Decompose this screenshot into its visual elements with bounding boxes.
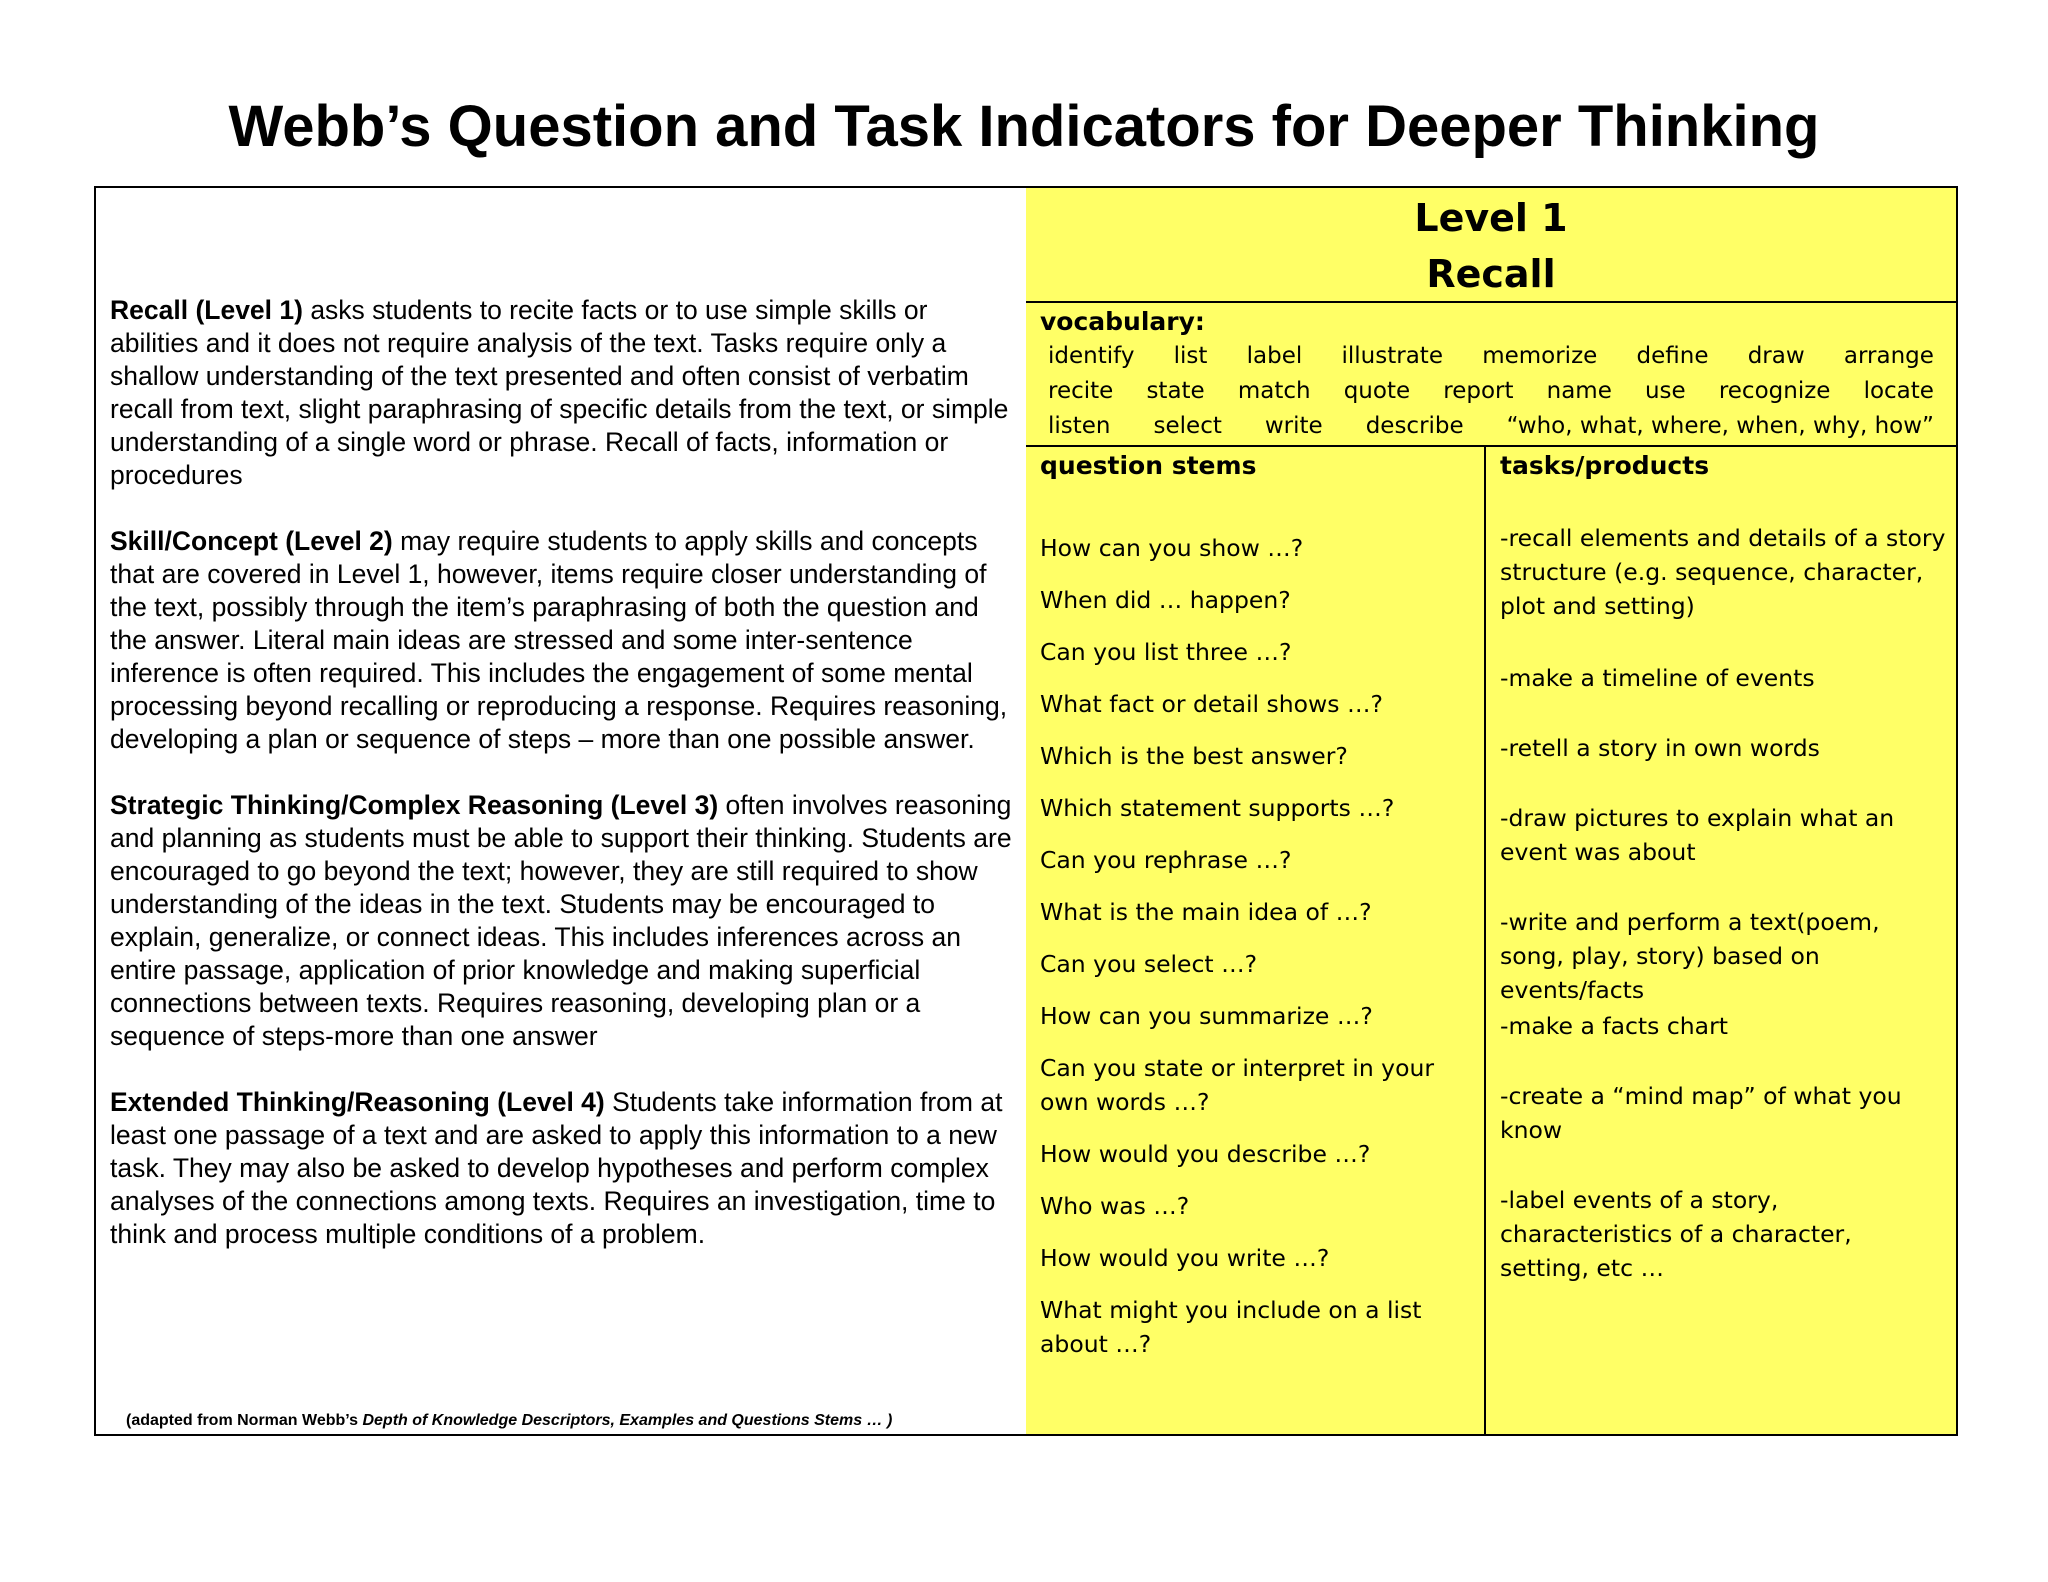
- level-description: [110, 294, 1020, 492]
- task-product: -draw pictures to explain what an event was about: [1500, 804, 1895, 866]
- levels-list: [110, 294, 1020, 1284]
- vocabulary-word: quote: [1343, 378, 1411, 404]
- question-stem: Which is the best answer?: [1040, 742, 1348, 770]
- question-stems-heading: question stems: [1040, 451, 1257, 480]
- level-name: Strategic Thinking/Complex Reasoning (Level 3): [110, 790, 719, 820]
- indicator-table: [94, 186, 1958, 1436]
- task-product: -label events of a story, characteristics of a character, setting, etc …: [1500, 1186, 1852, 1282]
- vocabulary-row: [1048, 343, 1934, 369]
- vocabulary-word: identify: [1048, 343, 1135, 369]
- level-label: Recall: [1426, 252, 1556, 296]
- vocabulary-word: report: [1443, 378, 1514, 404]
- vocabulary-section: [1026, 303, 1956, 447]
- vocabulary-word: write: [1264, 413, 1323, 439]
- vocabulary-word: use: [1644, 378, 1686, 404]
- question-stem: How can you summarize …?: [1040, 1002, 1373, 1030]
- vocabulary-word: describe: [1365, 413, 1464, 439]
- vocabulary-word: illustrate: [1341, 343, 1443, 369]
- level-name: Recall (Level 1): [110, 295, 303, 325]
- vocabulary-word: state: [1146, 378, 1205, 404]
- level-descriptions: [96, 188, 1028, 1434]
- vocabulary-word: listen: [1048, 413, 1111, 439]
- task-product: -write and perform a text(poem, song, play, story) based on events/facts: [1500, 908, 1880, 1004]
- question-stem: What is the main idea of …?: [1040, 898, 1372, 926]
- vocabulary-word: select: [1153, 413, 1222, 439]
- question-stems-column: [1026, 447, 1486, 1434]
- vocabulary-word: draw: [1747, 343, 1805, 369]
- question-stem: How would you describe …?: [1040, 1140, 1371, 1168]
- question-stem: What might you include on a list about …?: [1040, 1296, 1422, 1358]
- question-stem: Can you rephrase …?: [1040, 846, 1292, 874]
- vocabulary-word: “who, what, where, when, why, how”: [1506, 413, 1934, 439]
- question-stem: Who was …?: [1040, 1192, 1190, 1220]
- source-credit: [126, 1412, 1006, 1430]
- tasks-products-column: [1486, 447, 1956, 1434]
- question-stem: What fact or detail shows …?: [1040, 690, 1383, 718]
- vocabulary-word: arrange: [1843, 343, 1934, 369]
- vocabulary-word: match: [1237, 378, 1311, 404]
- vocabulary-word: define: [1636, 343, 1709, 369]
- task-product: -create a “mind map” of what you know: [1500, 1082, 1902, 1144]
- tasks-products-heading: tasks/products: [1500, 451, 1710, 480]
- task-product: -make a facts chart: [1500, 1012, 1728, 1040]
- level-number: Level 1: [1414, 196, 1568, 240]
- question-stem: Can you list three …?: [1040, 638, 1292, 666]
- task-product: -make a timeline of events: [1500, 664, 1815, 692]
- level-1-panel: [1026, 188, 1956, 1434]
- vocabulary-word: label: [1246, 343, 1303, 369]
- level-description: [110, 789, 1020, 1053]
- level-description: [110, 1086, 1020, 1251]
- credit-title: Depth of Knowledge Descriptors, Examples and Questions Stems … ): [362, 1412, 893, 1429]
- question-stem: When did … happen?: [1040, 586, 1291, 614]
- level-text: may require students to apply skills and concepts that are covered in Level 1, however, items require closer understanding of the text, possibly through the item’s paraphrasing of both the question and the answer. Literal main ideas are stressed and some inter-sentence inference is often required. This includes the engagement of some mental processing beyond recalling or reproducing a response. Requires reasoning, developing a plan or sequence of steps – more than one possible answer.: [110, 526, 1008, 754]
- vocabulary-word: name: [1546, 378, 1612, 404]
- level-name: Extended Thinking/Reasoning (Level 4): [110, 1087, 605, 1117]
- level-text: often involves reasoning and planning as students must be able to support their thinking. Students are encouraged to go beyond the text; however, they are still required to show understanding of the ideas in the text. Students may be encouraged to explain, generalize, or connect ideas. This includes inferences across an entire passage, application of prior knowledge and making superficial connections between texts. Requires reasoning, developing plan or a sequence of steps-more than one answer: [110, 790, 1012, 1051]
- question-stem: Which statement supports …?: [1040, 794, 1395, 822]
- question-stem: Can you state or interpret in your own words …?: [1040, 1054, 1435, 1116]
- vocabulary-row: [1048, 378, 1934, 404]
- task-product: -retell a story in own words: [1500, 734, 1820, 762]
- level-name: Skill/Concept (Level 2): [110, 526, 393, 556]
- level-description: [110, 525, 1020, 756]
- level-header: [1026, 188, 1956, 303]
- question-stem: How can you show …?: [1040, 534, 1304, 562]
- level-text: asks students to recite facts or to use simple skills or abilities and it does not require analysis of the text. Tasks require only a shallow understanding of the text presented and often consist of verbatim recall from text, slight paraphrasing of specific details from the text, or simple understanding of a single word or phrase. Recall of facts, information or procedures: [110, 295, 1009, 490]
- vocabulary-word: recite: [1048, 378, 1114, 404]
- page-title: Webb’s Question and Task Indicators for Deeper Thinking: [228, 94, 1820, 159]
- vocabulary-label: vocabulary:: [1040, 307, 1205, 336]
- question-stem: How would you write …?: [1040, 1244, 1330, 1272]
- vocabulary-word: recognize: [1718, 378, 1831, 404]
- level-text: Students take information from at least one passage of a text and are asked to apply this information to a new task. They may also be asked to develop hypotheses and perform complex analyses of the connections among texts. Requires an investigation, time to think and process multiple conditions of a problem.: [110, 1087, 1003, 1249]
- credit-prefix: (adapted from Norman Webb’s: [126, 1412, 363, 1429]
- vocabulary-word: locate: [1863, 378, 1934, 404]
- vocabulary-word: memorize: [1482, 343, 1598, 369]
- question-stem: Can you select …?: [1040, 950, 1258, 978]
- task-product: -recall elements and details of a story structure (e.g. sequence, character, plot and setting): [1500, 524, 1946, 620]
- vocabulary-word: list: [1173, 343, 1208, 369]
- vocabulary-row: [1048, 413, 1934, 439]
